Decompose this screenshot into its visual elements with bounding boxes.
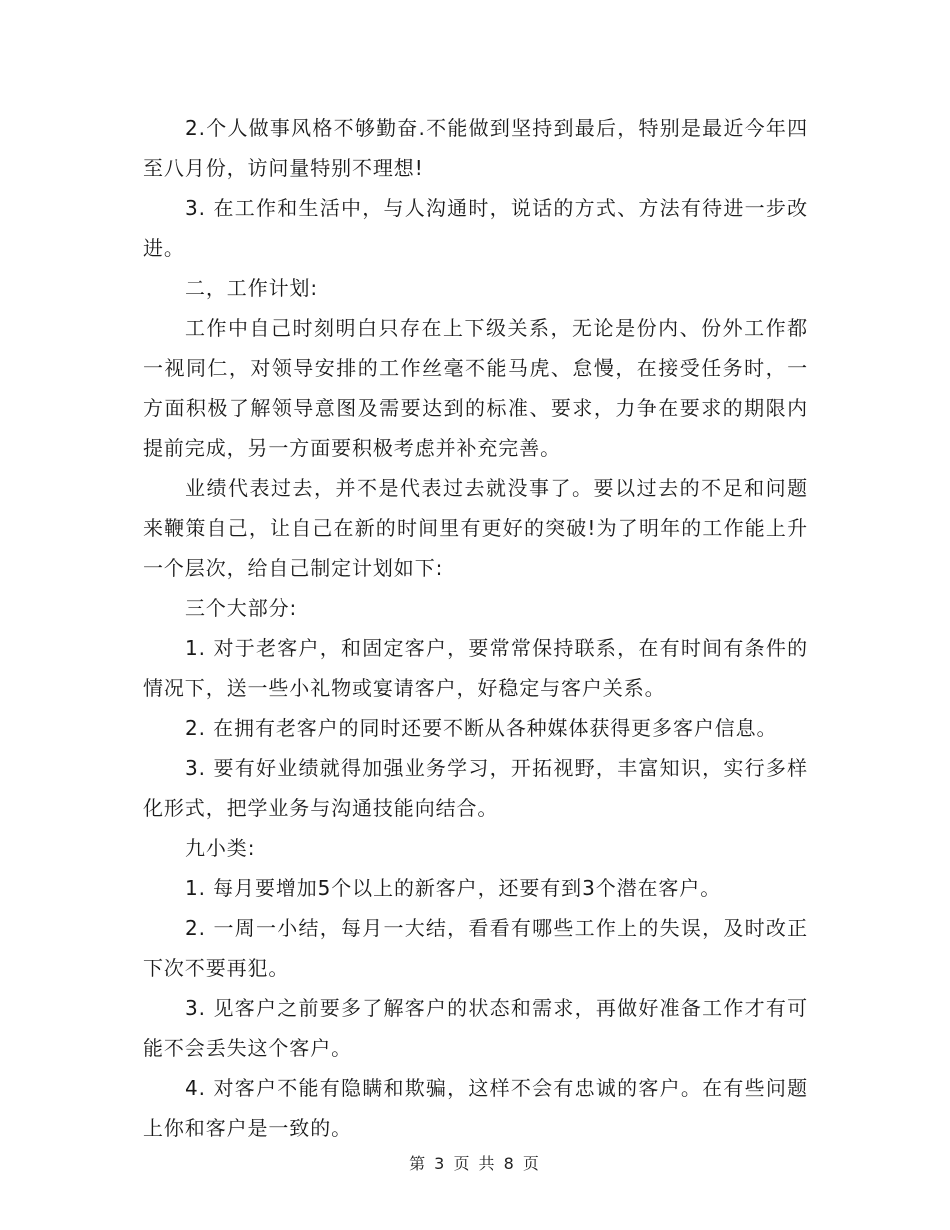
paragraph-13: 3. 见客户之前要多了解客户的状态和需求，再做好准备工作才有可能不会丢失这个客户。 bbox=[143, 996, 808, 1060]
section-heading-work-plan: 二，工作计划: bbox=[185, 276, 319, 300]
paragraph-7: 1. 对于老客户，和固定客户，要常常保持联系，在有时间有条件的情况下，送一些小礼物或宴请客户，好稳定与客户关系。 bbox=[143, 636, 808, 700]
page-number-footer: 第 3 页 共 8 页 bbox=[409, 1154, 541, 1173]
subheading-three-parts: 三个大部分: bbox=[185, 596, 298, 620]
paragraph-9: 3. 要有好业绩就得加强业务学习，开拓视野，丰富知识，实行多样化形式，把学业务与沟通技能向结合。 bbox=[143, 756, 808, 820]
paragraph-2: 3. 在工作和生活中，与人沟通时，说话的方式、方法有待进一步改进。 bbox=[143, 196, 808, 260]
subheading-nine-categories: 九小类: bbox=[185, 836, 256, 860]
paragraph-12: 2. 一周一小结，每月一大结，看看有哪些工作上的失误，及时改正下次不要再犯。 bbox=[143, 916, 808, 980]
paragraph-11: 1. 每月要增加5个以上的新客户，还要有到3个潜在客户。 bbox=[185, 876, 722, 900]
paragraph-1: 2.个人做事风格不够勤奋.不能做到坚持到最后，特别是最近今年四至八月份，访问量特别不理想! bbox=[143, 116, 808, 180]
paragraph-14: 4. 对客户不能有隐瞒和欺骗，这样不会有忠诚的客户。在有些问题上你和客户是一致的。 bbox=[143, 1076, 808, 1140]
document-body bbox=[143, 108, 808, 1148]
paragraph-5: 业绩代表过去，并不是代表过去就没事了。要以过去的不足和问题来鞭策自己，让自己在新的时间里有更好的突破!为了明年的工作能上升一个层次，给自己制定计划如下: bbox=[143, 476, 808, 580]
paragraph-4: 工作中自己时刻明白只存在上下级关系，无论是份内、份外工作都一视同仁，对领导安排的工作丝毫不能马虎、怠慢，在接受任务时，一方面积极了解领导意图及需要达到的标准、要求，力争在要求的期限内提前完成，另一方面要积极考虑并补充完善。 bbox=[143, 316, 808, 460]
paragraph-8: 2. 在拥有老客户的同时还要不断从各种媒体获得更多客户信息。 bbox=[185, 716, 778, 740]
